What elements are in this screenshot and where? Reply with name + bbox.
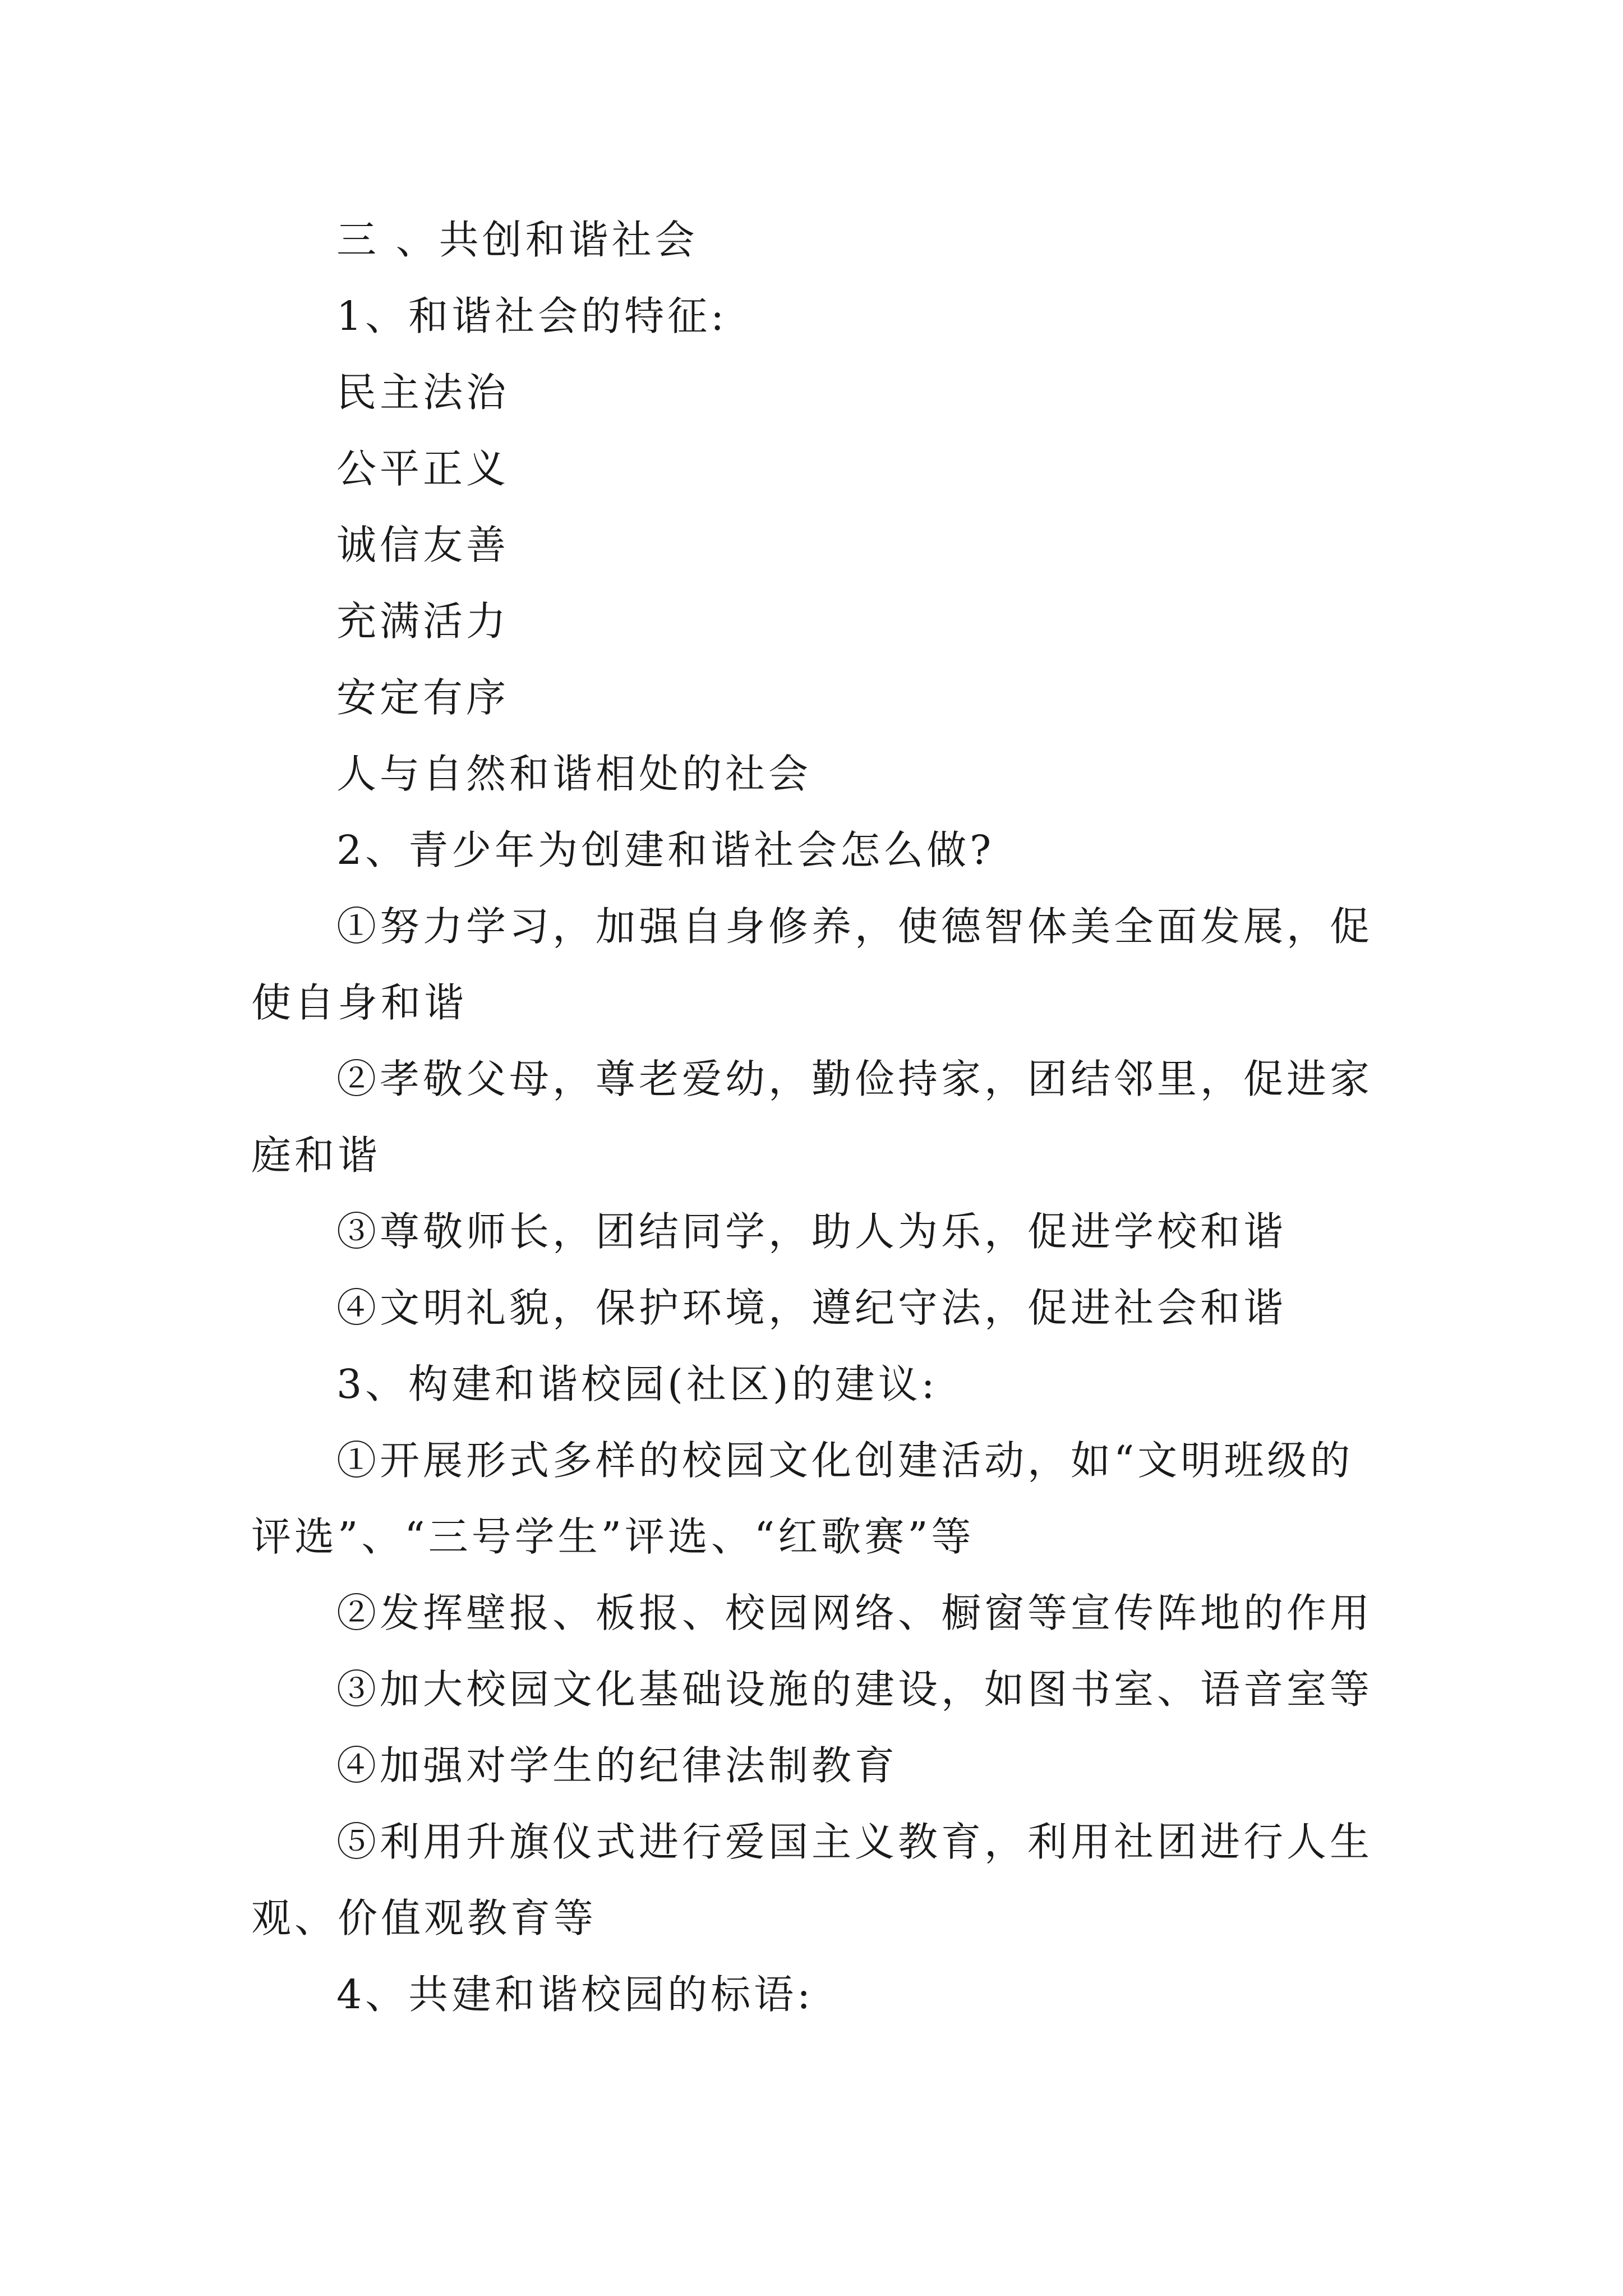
section-heading: 三 、共创和谐社会 (336, 217, 698, 263)
suggestion-item: ②发挥壁报、板报、校园网络、橱窗等宣传阵地的作用 (336, 1590, 1373, 1636)
subheading-youth: 2、青少年为创建和谐社会怎么做? (336, 827, 995, 873)
document-body (251, 202, 1384, 2033)
feature-item: 充满活力 (336, 598, 510, 645)
feature-item: 人与自然和谐相处的社会 (336, 751, 812, 797)
suggestion-item: ③加大校园文化基础设施的建设，如图书室、语音室等 (336, 1666, 1373, 1713)
feature-item: 民主法治 (336, 369, 510, 416)
feature-item: 诚信友善 (336, 522, 510, 568)
youth-item: ①努力学习，加强自身修养，使德智体美全面发展，促使自身和谐 (251, 903, 1373, 1026)
subheading-suggestions: 3、构建和谐校园(社区)的建议: (336, 1361, 938, 1407)
suggestion-item: ①开展形式多样的校园文化创建活动，如“文明班级的评选”、“三号学生”评选、“红歌赛”等 (251, 1437, 1354, 1560)
feature-item: 公平正义 (336, 445, 510, 492)
youth-item: ②孝敬父母，尊老爱幼，勤俭持家，团结邻里，促进家庭和谐 (251, 1056, 1373, 1179)
subheading-slogans: 4、共建和谐校园的标语: (336, 1971, 814, 2018)
subheading-features: 1、和谐社会的特征: (336, 293, 728, 339)
feature-item: 安定有序 (336, 674, 510, 721)
youth-item: ③尊敬师长，团结同学，助人为乐，促进学校和谐 (336, 1208, 1287, 1255)
suggestion-item: ⑤利用升旗仪式进行爱国主义教育，利用社团进行人生观、价值观教育等 (251, 1819, 1373, 1941)
suggestion-item: ④加强对学生的纪律法制教育 (336, 1742, 898, 1789)
youth-item: ④文明礼貌，保护环境，遵纪守法，促进社会和谐 (336, 1285, 1287, 1331)
